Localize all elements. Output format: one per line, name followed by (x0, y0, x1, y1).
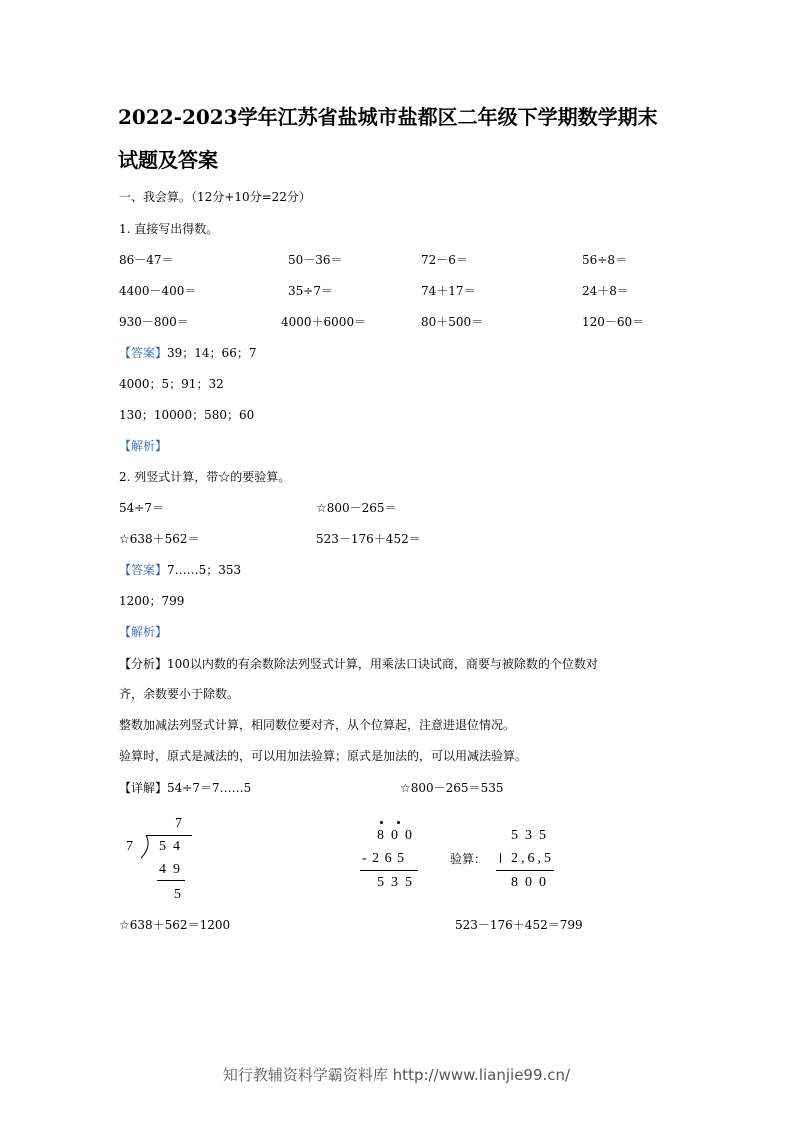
detail-line (119, 780, 251, 796)
q1-item: 4000＋6000＝ (281, 315, 367, 329)
q1-item: 86－47＝ (119, 253, 174, 267)
fenxi-text: 100以内数的有余数除法列竖式计算，用乘法口诀试商，商要与被除数的个位数对 (167, 657, 598, 671)
answer-text: 39；14；66；7 (167, 346, 257, 360)
q1-item: 35÷7＝ (288, 284, 333, 298)
check-plus-stroke (500, 853, 501, 863)
q1-item: 80＋500＝ (421, 315, 484, 329)
q1-item: 4400－400＝ (119, 284, 197, 298)
division-rule (157, 880, 185, 881)
fenxi-text: 整数加减法列竖式计算，相同数位要对齐，从个位算起，注意进退位情况。 (119, 718, 516, 732)
division-remainder: 5 (174, 887, 188, 902)
q2-item: 54÷7＝ (119, 501, 164, 515)
fenxi-text: 验算时，原式是减法的，可以用加法验算；原式是加法的，可以用减法验算。 (119, 749, 528, 763)
analysis-tag: 【解析】 (119, 625, 168, 639)
division-bracket (140, 835, 150, 859)
division-dividend: 54 (159, 839, 187, 854)
q1-item: 120－60＝ (582, 315, 645, 329)
check-top: 535 (511, 828, 553, 843)
q1-item: 930－800＝ (119, 315, 189, 329)
q2-item: ☆800－265＝ (316, 501, 397, 515)
q2-label: 2. 列竖式计算，带☆的要验算。 (119, 470, 291, 484)
answer-tag: 【答案】 (119, 346, 168, 360)
detail-text: ☆800－265＝535 (400, 781, 504, 795)
q2-item: ☆638＋562＝ (119, 532, 200, 546)
detail-text: 54÷7＝7……5 (167, 781, 252, 795)
doc-title-line2: 试题及答案 (118, 148, 218, 172)
answer-text: 7……5；353 (167, 563, 242, 577)
borrow-dot (380, 821, 383, 824)
fenxi-line1 (119, 656, 598, 672)
q1-item: 56÷8＝ (582, 253, 627, 267)
detail-text: ☆638＋562＝1200 (119, 918, 231, 932)
fenxi-text: 齐，余数要小于除数。 (119, 687, 240, 701)
detail-tag: 【详解】 (119, 781, 168, 795)
division-divisor: 7 (126, 839, 140, 854)
answer-text: 1200；799 (119, 594, 185, 608)
check-label: 验算： (450, 852, 487, 866)
doc-title-line1: 2022-2023学年江苏省盐城市盐都区二年级下学期数学期末 (118, 105, 658, 129)
footer-watermark: 知行教辅资料学霸资料库 http://www.lianjie99.cn/ (222, 1066, 571, 1084)
answer-tag: 【答案】 (119, 563, 168, 577)
fenxi-tag: 【分析】 (119, 657, 168, 671)
q1-answer-line (119, 345, 256, 361)
q1-item: 24＋8＝ (582, 284, 629, 298)
check-middle: 2,6,5 (511, 851, 554, 866)
detail-text: 523－176＋452＝799 (455, 918, 583, 932)
section1-heading: 一、我会算。（12分+10分=22分） (119, 190, 311, 204)
division-quotient: 7 (175, 816, 189, 831)
q1-label: 1. 直接写出得数。 (119, 222, 219, 236)
division-bar (146, 835, 192, 836)
subtraction-top: 800 (377, 828, 419, 843)
subtraction-rule (360, 870, 418, 871)
q1-item: 74＋17＝ (421, 284, 476, 298)
analysis-tag: 【解析】 (119, 439, 168, 453)
subtraction-result: 535 (377, 875, 419, 890)
subtraction-middle: - 2 6 5 (362, 851, 406, 866)
answer-text: 4000；5；91；32 (119, 377, 224, 391)
q2-answer-line (119, 562, 241, 578)
check-result: 800 (511, 875, 553, 890)
q2-item: 523－176＋452＝ (316, 532, 421, 546)
answer-text: 130；10000；580；60 (119, 408, 255, 422)
division-product: 49 (159, 862, 187, 877)
q1-item: 72－6＝ (421, 253, 468, 267)
q1-item: 50－36＝ (288, 253, 343, 267)
borrow-dot (397, 821, 400, 824)
check-rule (496, 870, 554, 871)
